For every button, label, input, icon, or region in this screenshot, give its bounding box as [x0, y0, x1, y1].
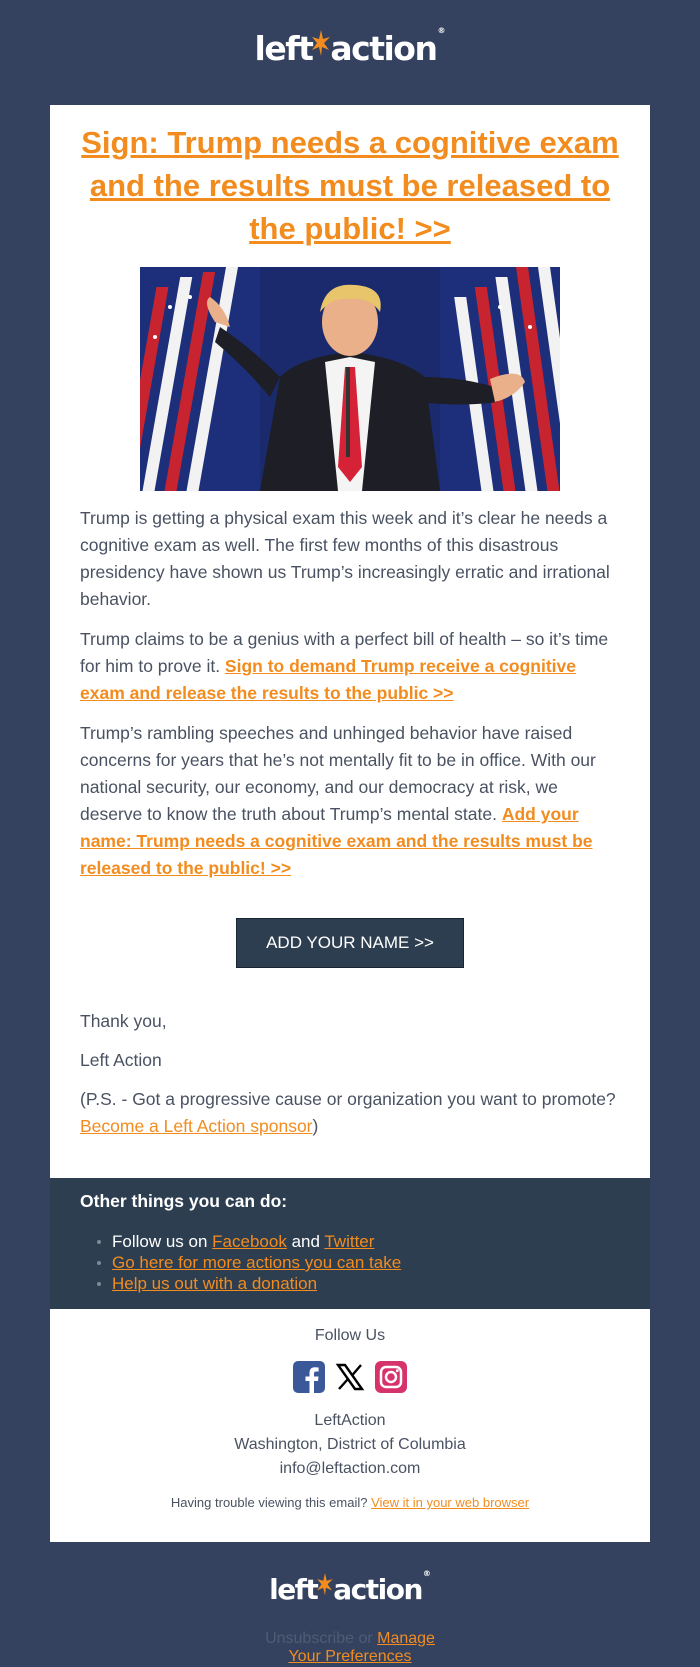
other-things-title: Other things you can do: [80, 1191, 288, 1211]
manage-preferences-link[interactable]: Manage Your Preferences [288, 1630, 435, 1665]
logo-right-text: action [330, 28, 437, 68]
footer [50, 1309, 650, 1542]
facebook-icon[interactable] [293, 1361, 325, 1393]
add-your-name-link[interactable]: Add your name: Trump needs a cognitive exam and the results must be released to the public! >> [80, 804, 593, 878]
facebook-link[interactable]: Facebook [212, 1232, 287, 1251]
starburst-icon [317, 1573, 333, 1606]
ps-end: ) [312, 1116, 319, 1136]
instagram-icon[interactable] [375, 1361, 407, 1393]
registered-mark: ® [422, 1569, 431, 1578]
follow-us-text: Follow us on [112, 1232, 213, 1251]
leftaction-logo-bottom[interactable] [0, 1569, 700, 1609]
trouble-viewing [50, 1495, 650, 1510]
signature-name: Left Action [80, 1050, 162, 1070]
paragraph-2-text: Trump claims to be a genius with a perfect bill of health – so it’s time for him to prove it. [80, 629, 609, 676]
twitter-link[interactable]: Twitter [324, 1232, 375, 1251]
other-things-list [112, 1231, 401, 1294]
org-email: info@leftaction.com [279, 1460, 421, 1477]
social-icons [50, 1361, 650, 1393]
and-text: and [286, 1232, 325, 1251]
add-your-name-button[interactable]: ADD YOUR NAME >> [236, 918, 464, 968]
ps-note [80, 1086, 620, 1140]
registered-mark: ® [437, 26, 446, 35]
headline-link[interactable]: Sign: Trump needs a cognitive exam and the results must be released to the public! >> [81, 125, 619, 246]
more-actions-link[interactable]: Go here for more actions you can take [112, 1253, 402, 1272]
ps-text: (P.S. - Got a progressive cause or organization you want to promote? [80, 1089, 616, 1109]
follow-us-heading: Follow Us [314, 1327, 386, 1344]
other-things-panel [50, 1178, 650, 1309]
web-browser-link[interactable]: View it in your web browser [371, 1495, 530, 1510]
email-card [50, 105, 650, 1178]
sign-demand-link[interactable]: Sign to demand Trump receive a cognitive exam and release the results to the public >> [80, 656, 576, 703]
paragraph-2 [80, 626, 620, 707]
donation-link[interactable]: Help us out with a donation [112, 1274, 318, 1293]
sponsor-link[interactable]: Become a Left Action sponsor [80, 1116, 313, 1136]
thank-you-text: Thank you, [80, 1011, 167, 1031]
list-item [112, 1231, 401, 1252]
org-location: Washington, District of Columbia [234, 1436, 466, 1453]
paragraph-3-text: Trump’s rambling speeches and unhinged behavior have raised concerns for years that he’s not mentally fit to be in office. With our national security, our economy, and our democracy at risk, we deserve to know the truth about Trump’s mental state. [80, 723, 596, 824]
list-item [112, 1273, 401, 1294]
paragraph-3 [80, 720, 620, 882]
logo-right-text: action [333, 1572, 422, 1606]
org-name: LeftAction [314, 1412, 386, 1429]
logo-left-text: left [269, 1572, 318, 1606]
starburst-icon [312, 29, 330, 68]
trump-photo[interactable] [140, 267, 560, 491]
unsubscribe-text[interactable]: Unsubscribe or [265, 1630, 378, 1647]
list-item [112, 1252, 401, 1273]
unsubscribe-line [250, 1630, 450, 1666]
leftaction-logo[interactable] [0, 26, 700, 70]
trouble-text: Having trouble viewing this email? [170, 1495, 372, 1510]
x-icon[interactable] [334, 1361, 366, 1393]
paragraph-1: Trump is getting a physical exam this week and it’s clear he needs a cognitive exam as well. The first few months of this disastrous presidency have shown us Trump’s increasingly erratic and irrational behavior. [80, 508, 610, 609]
logo-left-text: left [254, 28, 313, 68]
